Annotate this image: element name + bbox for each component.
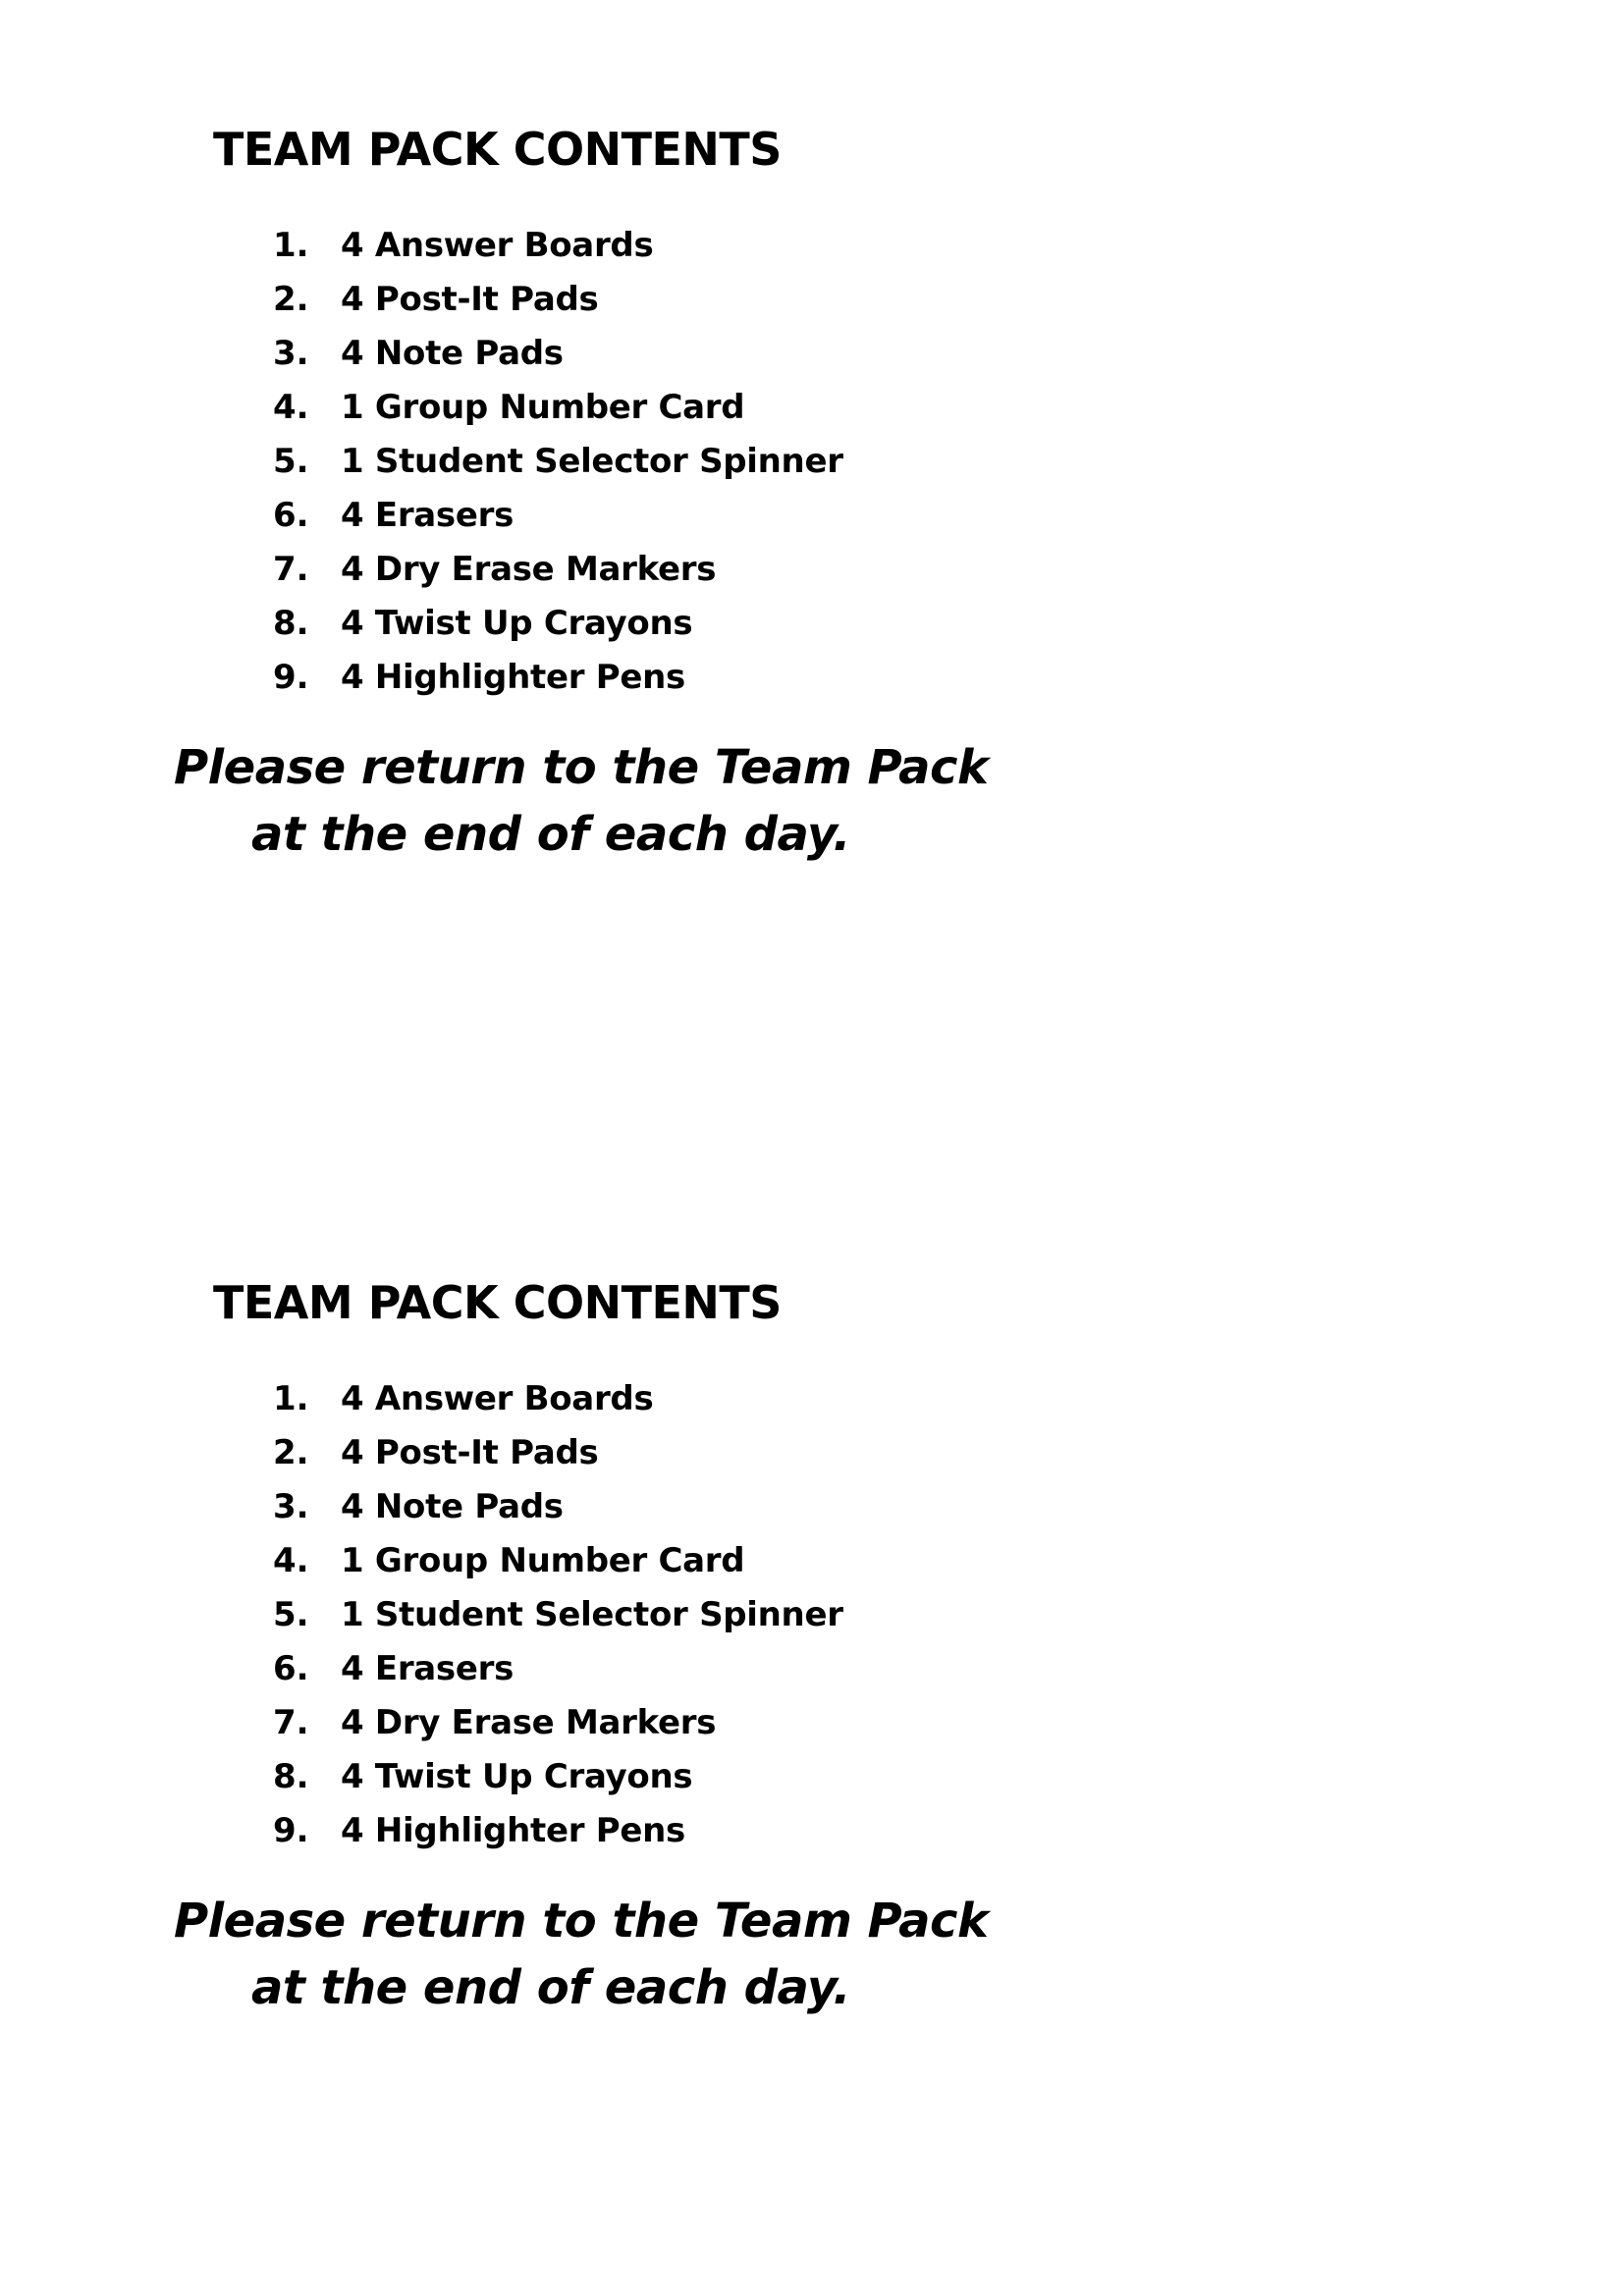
list-item-text: 4 Highlighter Pens [341, 1811, 685, 1850]
list-item-number: 8. [273, 1757, 309, 1796]
list-item-text: 4 Post-It Pads [341, 280, 599, 319]
card-title: TEAM PACK CONTENTS [213, 1276, 782, 1329]
list-item-text: 4 Twist Up Crayons [341, 604, 693, 643]
return-note [0, 1888, 988, 2021]
list-item-number: 2. [273, 280, 309, 319]
list-item-number: 9. [273, 658, 309, 697]
list-item-text: 1 Group Number Card [341, 388, 745, 427]
return-note-line-2: at the end of each day. [251, 807, 850, 862]
list-item-number: 2. [273, 1433, 309, 1472]
list-item-number: 7. [273, 550, 309, 589]
list-item-text: 4 Answer Boards [341, 226, 654, 265]
list-item-text: 4 Erasers [341, 496, 514, 535]
list-item-number: 9. [273, 1811, 309, 1850]
list-item-text: 4 Note Pads [341, 1487, 564, 1526]
return-note-line-2: at the end of each day. [251, 1960, 850, 2015]
list-item-text: 4 Note Pads [341, 334, 564, 373]
list-item-number: 4. [273, 388, 309, 427]
list-item-number: 6. [273, 496, 309, 535]
list-item-number: 5. [273, 1595, 309, 1634]
list-item-number: 4. [273, 1541, 309, 1580]
list-item-number: 1. [273, 1379, 309, 1418]
return-note [0, 734, 988, 868]
list-item-text: 4 Highlighter Pens [341, 658, 685, 697]
list-item-text: 1 Student Selector Spinner [341, 1595, 843, 1634]
list-item-text: 4 Twist Up Crayons [341, 1757, 693, 1796]
list-item-number: 1. [273, 226, 309, 265]
list-item-number: 3. [273, 334, 309, 373]
list-item-number: 3. [273, 1487, 309, 1526]
team-pack-card-2 [0, 1153, 1624, 2037]
list-item-text: 1 Group Number Card [341, 1541, 745, 1580]
list-item-text: 4 Dry Erase Markers [341, 1703, 717, 1742]
list-item-number: 7. [273, 1703, 309, 1742]
list-item-text: 4 Post-It Pads [341, 1433, 599, 1472]
return-note-line-1: Please return to the Team Pack [174, 740, 989, 795]
list-item-number: 8. [273, 604, 309, 643]
list-item-number: 6. [273, 1649, 309, 1688]
list-item-text: 1 Student Selector Spinner [341, 442, 843, 481]
team-pack-card-1 [0, 0, 1624, 883]
list-item-text: 4 Erasers [341, 1649, 514, 1688]
list-item-text: 4 Dry Erase Markers [341, 550, 717, 589]
return-note-line-1: Please return to the Team Pack [174, 1894, 989, 1949]
card-title: TEAM PACK CONTENTS [213, 123, 782, 176]
list-item-text: 4 Answer Boards [341, 1379, 654, 1418]
list-item-number: 5. [273, 442, 309, 481]
